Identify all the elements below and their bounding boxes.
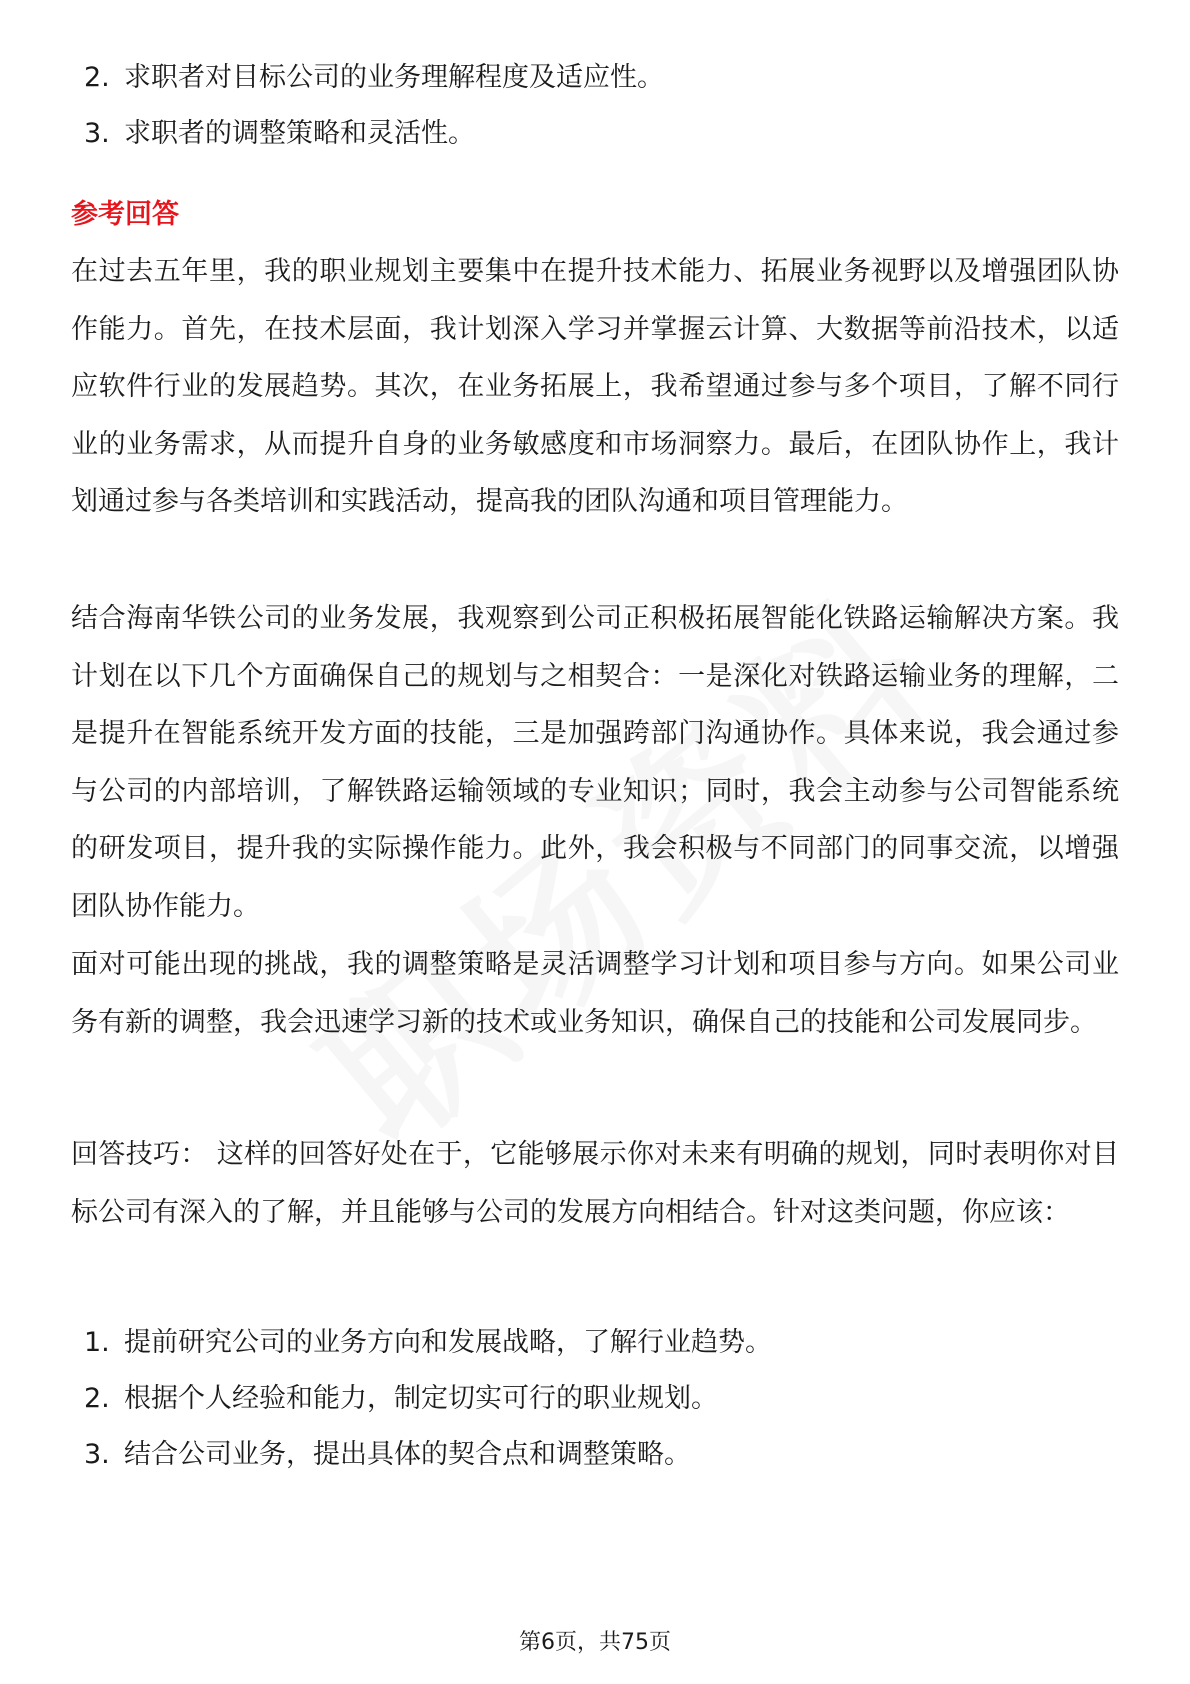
- list-item: [84, 1315, 772, 1371]
- list-text: 提前研究公司的业务方向和发展战略，了解行业趋势。: [124, 1327, 772, 1358]
- list-item: [84, 106, 664, 162]
- list-text: 根据个人经验和能力，制定切实可行的职业规划。: [124, 1383, 718, 1414]
- list-number: 3.: [84, 118, 110, 149]
- paragraph-career-plan: 在过去五年里，我的职业规划主要集中在提升技术能力、拓展业务视野以及增强团队协作能力。首先，在技术层面，我计划深入学习并掌握云计算、大数据等前沿技术，以适应软件行业的发展趋势。其次，在业务拓展上，我希望通过参与多个项目，了解不同行业的业务需求，从而提升自身的业务敏感度和市场洞察力。最后，在团队协作上，我计划通过参与各类培训和实践活动，提高我的团队沟通和项目管理能力。: [71, 256, 1119, 517]
- list-text: 求职者的调整策略和灵活性。: [124, 118, 475, 149]
- paragraph-adjustment: 面对可能出现的挑战，我的调整策略是灵活调整学习计划和项目参与方向。如果公司业务有新的调整，我会迅速学习新的技术或业务知识，确保自己的技能和公司发展同步。: [71, 949, 1119, 1038]
- list-item: [84, 1427, 772, 1483]
- paragraph-company-fit: 结合海南华铁公司的业务发展，我观察到公司正积极拓展智能化铁路运输解决方案。我计划在以下几个方面确保自己的规划与之相契合：一是深化对铁路运输业务的理解，二是提升在智能系统开发方面的技能，三是加强跨部门沟通协作。具体来说，我会通过参与公司的内部培训，了解铁路运输领域的专业知识；同时，我会主动参与公司智能系统的研发项目，提升我的实际操作能力。此外，我会积极与不同部门的同事交流，以增强团队协作能力。: [71, 603, 1119, 922]
- list-number: 3.: [84, 1439, 110, 1470]
- list-number: 2.: [84, 1383, 110, 1414]
- list-item: [84, 50, 664, 106]
- section-heading: 参考回答: [71, 199, 179, 230]
- list-number: 2.: [84, 62, 110, 93]
- list-text: 求职者对目标公司的业务理解程度及适应性。: [124, 62, 664, 93]
- bottom-ordered-list: [84, 1315, 772, 1483]
- list-number: 1.: [84, 1327, 110, 1358]
- top-ordered-list: [84, 50, 664, 162]
- paragraph-answer-tips: 回答技巧： 这样的回答好处在于，它能够展示你对未来有明确的规划，同时表明你对目标公司有深入的了解，并且能够与公司的发展方向相结合。针对这类问题，你应该：: [71, 1139, 1119, 1228]
- list-item: [84, 1371, 772, 1427]
- page-footer: 第6页，共75页: [519, 1630, 671, 1655]
- list-text: 结合公司业务，提出具体的契合点和调整策略。: [124, 1439, 691, 1470]
